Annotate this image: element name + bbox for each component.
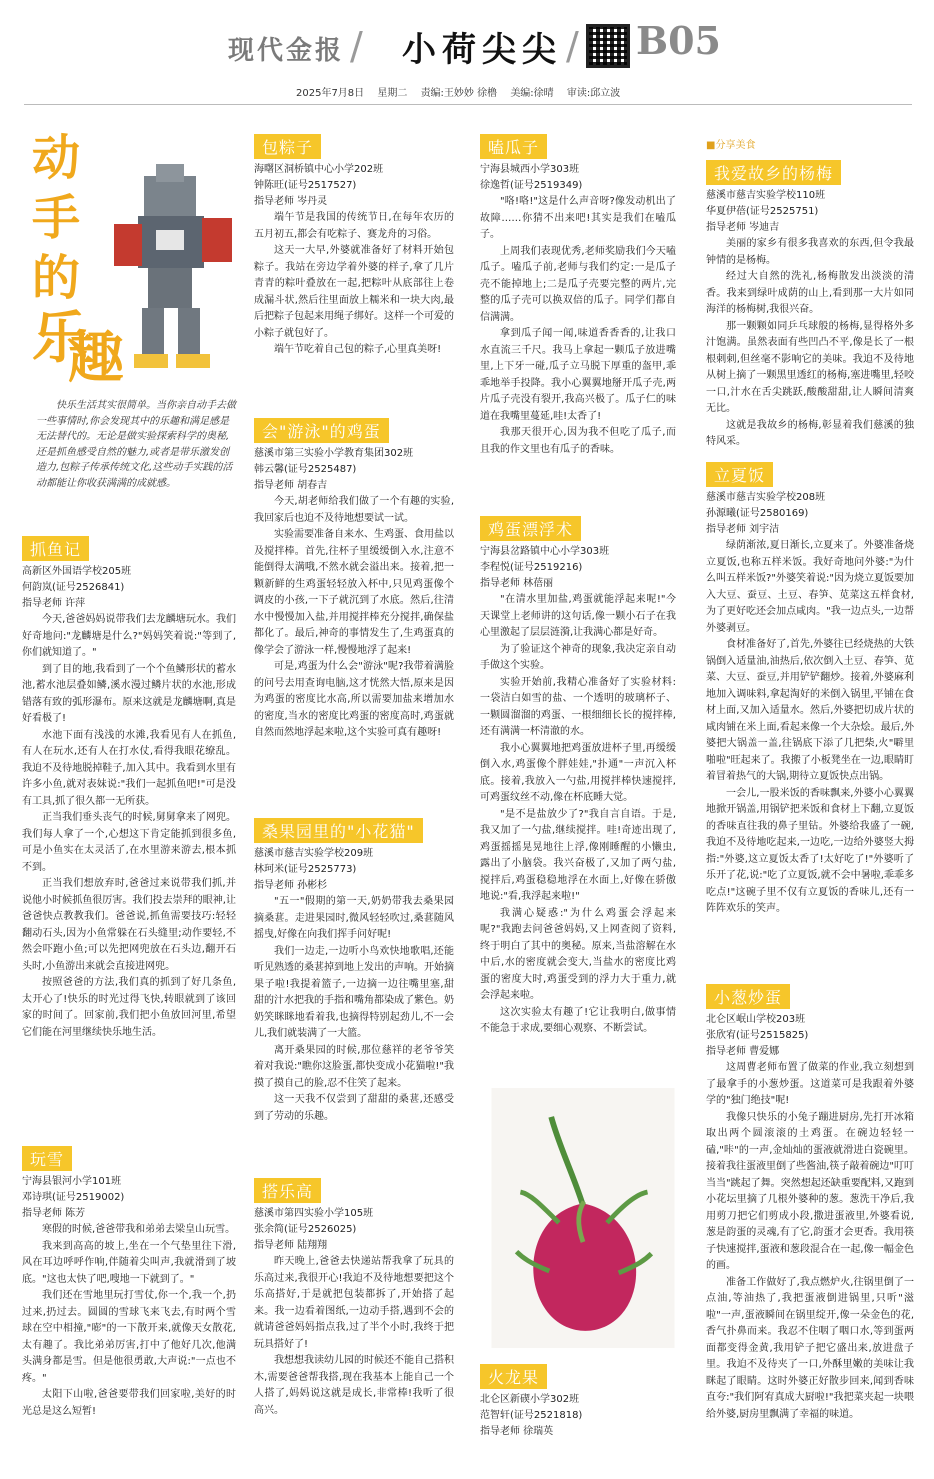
article-paragraph: 我像只快乐的小兔子蹦进厨房,先打开冰箱取出两个圆滚滚的土鸡蛋。在碗边轻轻一磕,"咔"的一声,金灿灿的蛋液就滑进白瓷碗里。接着我往蛋液里倒了些酱油,筷子敲着碗边"叮叮当当"跳起了舞。突然想起还缺重要配料,又跑到小花坛里摘了几根外婆种的葱。葱洗干净后,我用剪刀把它们剪成小段,撒进蛋液里,外婆看说,葱是韵蛋的灵魂,有了它,韵蛋才会更香。我用筷子快速搅拌,蛋液和葱段混合在一起,像一幅金色的画。 (706, 1111, 914, 1271)
article-paragraph: "五一"假期的第一天,奶奶带我去桑果园摘桑葚。走进果园时,微风轻轻吹过,桑葚随风摇曳,好像在向我们挥手问好呢! (254, 896, 454, 940)
article-paragraph: "是不是盐放少了?"我自言自语。于是,我又加了一勺盐,继续搅拌。哇!奇迹出现了,鸡蛋摇摇晃晃地往上浮,像刚睡醒的小懒虫,露出了小脑袋。我兴奋极了,又加了两勺盐,搅拌后,鸡蛋稳稳地浮在水面上,好像在骄傲地说:"看,我浮起来啦!" (480, 808, 676, 902)
newspaper-brand: 现代金报 (228, 36, 345, 66)
page-number: B05 (636, 18, 721, 63)
article-paragraph: 我满心疑惑:"为什么鸡蛋会浮起来呢?"我跑去问爸爸妈妈,又上网查阅了资料,终于明白了其中的奥秘。原来,当盐溶解在水中后,水的密度就会变大,当盐水的密度比鸡蛋的密度大时,鸡蛋受到的浮力大于重力,就会浮起来啦。 (480, 907, 676, 1001)
article-teacher: 指导老师 岑丹灵 (254, 196, 328, 207)
article-teacher: 指导老师 刘宇洁 (706, 524, 780, 535)
article-school: 宁海县岔路镇中心小学303班 (480, 546, 610, 557)
article-paragraph: "咯!咯!"这是什么声音呀?像发动机出了故障……你猜不出来吧!其实是我们在嗑瓜子。 (480, 196, 676, 240)
article-sangguoyuan (254, 818, 454, 1125)
article-paragraph: 到了目的地,我看到了一个个鱼鳞形状的蓄水池,蓄水池层叠如鳞,溪水漫过鳞片状的水池,形成错落有致的弧形瀑布。原来这就是龙麟塘啊,真是好看极了! (22, 663, 236, 724)
article-paragraph: 离开桑果园的时候,那位慈祥的老爷爷笑着对我说:"瞧你这脸蛋,都快变成小花猫啦!"我摸了摸自己的脸,忍不住笑了起来。 (254, 1044, 454, 1089)
article-paragraph: 水池下面有浅浅的水滩,我看见有人在抓鱼,有人在玩水,还有人在打水仗,看得我眼花缭乱。我迫不及待地脱掉鞋子,加入其中。我看到水里有许多小鱼,就对表妹说:"我们一起抓鱼吧!"可是没有工具,抓了很久都一无所获。 (22, 729, 236, 807)
article-paragraph: 今天,胡老师给我们做了一个有趣的实验,我回家后也迫不及待地想要试一试。 (254, 496, 454, 524)
article-paragraph: 食材准备好了,首先,外婆往已经烧热的大铁锅倒入适量油,油热后,依次倒入土豆、春笋、苋菜、大豆、蚕豆,并用铲铲翻炒。接着,外婆麻利地加入调味料,拿起淘好的米倒入锅里,平铺在食材上面,又加入适量水。然后,外婆把切成片状的咸肉铺在米上面,看起来像一个大杂烩。最后,外婆把大锅盖一盖,往锅底下添了几把柴,火"噼里啪啦"旺起来了。我搬了小板凳坐在一边,眼睛盯着冒着热气的大锅,期待立夏饭快点出锅。 (706, 639, 914, 782)
article-yangmei (706, 160, 914, 451)
article-xiaocong-chaodan (706, 984, 914, 1423)
article-jidan-piaofushu (480, 516, 676, 1038)
article-school: 海曙区洞桥镇中心小学202班 (254, 164, 384, 175)
article-paragraph: 拿到瓜子闻一闻,味道香香香的,让我口水直流三千尺。我马上拿起一颗瓜子放进嘴里,上下牙一碰,瓜子立马脱下厚重的盔甲,乖乖地举手投降。我小心翼翼地掰开瓜子壳,两片瓜子壳没有裂开,我高兴极了。瓜子仁的味道在我嘴里蔓延,哇!太香了! (480, 328, 676, 422)
article-title: 我爱故乡的杨梅 (706, 160, 841, 185)
feature-title-char: 手 (32, 190, 81, 246)
article-paragraph: 这周曹老师布置了做菜的作业,我立刻想到了最拿手的小葱炒蛋。这道菜可是我跟着外婆学的"独门绝技"呢! (706, 1062, 914, 1106)
article-paragraph: 今天,爸爸妈妈说带我们去龙麟塘玩水。我们好奇地问:"龙麟塘是什么?"妈妈笑着说:"等到了,你们就知道了。" (22, 614, 236, 658)
article-author: 钟陈旺(证号2517527) (254, 180, 357, 191)
article-paragraph: 可是,鸡蛋为什么会"游泳"呢?我带着满脸的问号去用查询电脑,这才恍然大悟,原来是因为鸡蛋的密度比水高,所以需要加盐来增加水的密度,当水的密度比鸡蛋的密度高时,鸡蛋就自然而然地浮起来啦,这个实验可真有趣呀! (254, 661, 454, 738)
article-teacher: 指导老师 孙彬杉 (254, 880, 328, 891)
article-paragraph: 上周我们表现优秀,老师奖励我们今天嗑瓜子。嗑瓜子前,老师与我们约定:一是瓜子壳不能掉地上;二是瓜子壳要完整的两片,完整的瓜子壳可以换双倍的瓜子。同学们都自信满满。 (480, 245, 676, 323)
column-3 (480, 128, 676, 1458)
article-huolongguo (480, 1364, 676, 1440)
article-paragraph: 实验需要准备自来水、生鸡蛋、食用盐以及搅拌棒。首先,往杯子里缓缓倒入水,注意不能倒得太满哦,不然水就会溢出来。接着,把一颗新鲜的生鸡蛋轻轻放入杯中,只见鸡蛋像个调皮的小孩,一下子就沉到了水底。然后,往清水中慢慢加入盐,并用搅拌棒充分搅拌,确保盐都化了。最后,神奇的事情发生了,生鸡蛋真的像学会了游泳一样,慢慢地浮了起来! (254, 529, 454, 656)
dateline (296, 84, 630, 99)
article-paragraph: 端午节是我国的传统节日,在每年农历的五月初五,都会有吃粽子、赛龙舟的习俗。 (254, 212, 454, 240)
article-paragraph: 寒假的时候,爸爸带我和弟弟去梁皇山玩雪。 (42, 1224, 236, 1235)
article-baozongzi (254, 134, 454, 359)
article-keguazi (480, 134, 676, 458)
article-lixiafan (706, 462, 914, 918)
article-paragraph: 准备工作做好了,我点燃炉火,往锅里倒了一点油,等油热了,我把蛋液倒进锅里,只听"滋啦"一声,蛋液瞬间在锅里绽开,像一朵金色的花,香气扑鼻而来。我忍不住咽了咽口水,等到蛋两面都变得金黄,我用铲子把它盛出来,放进盘子里。我迫不及待夹了一口,外酥里嫩的美味让我眯起了眼睛。这时外婆正好散步回来,闻到香味直夸:"我们阿宥真成大厨啦!"我把菜夹起一块喂给外婆,厨房里飘满了幸福的味道。 (706, 1276, 914, 1420)
article-title: 鸡蛋漂浮术 (480, 516, 581, 541)
designer-credit: 美编:徐晴 (510, 88, 554, 99)
article-author: 范智轩(证号2521818) (480, 1410, 583, 1421)
article-title: 抓鱼记 (22, 536, 89, 561)
article-wanxue (22, 1146, 236, 1420)
article-author: 邓诗琪(证号2519002) (22, 1192, 125, 1203)
article-teacher: 指导老师 胡春吉 (254, 480, 328, 491)
article-paragraph: 昨天晚上,爸爸去快递站帮我拿了玩具的乐高过来,我很开心!我迫不及待地想要把这个乐高搭好,于是就把包装都拆了,开始搭了起来。我一边看着图纸,一边动手搭,遇到不会的就请爸爸妈妈指点我,过了半个小时,我终于把玩具搭好了! (254, 1256, 454, 1350)
article-paragraph: "在清水里加盐,鸡蛋就能浮起来呢!"今天课堂上老师讲的这句话,像一颗小石子在我心里激起了层层涟漪,让我满心都是好奇。 (480, 594, 676, 638)
article-author: 华夏伊蓓(证号2525751) (706, 206, 819, 217)
feature-title-char: 乐 (32, 305, 88, 371)
article-author: 韩云馨(证号2525487) (254, 464, 357, 475)
article-teacher: 指导老师 许萍 (22, 598, 86, 609)
article-title: 小葱炒蛋 (706, 984, 790, 1009)
article-author: 李程悦(证号2519216) (480, 562, 583, 573)
article-paragraph: 这就是我故乡的杨梅,彰显着我们慈溪的独特风采。 (706, 419, 914, 447)
article-author: 林珂米(证号2525773) (254, 864, 357, 875)
dragon-fruit-drawing (488, 1088, 678, 1348)
issue-weekday: 星期二 (377, 88, 408, 99)
article-paragraph: 美丽的家乡有很多我喜欢的东西,但令我最钟情的是杨梅。 (706, 238, 914, 266)
article-title: 包粽子 (254, 134, 321, 159)
feature-intro: 快乐生活其实很简单。当你亲自动手去做一些事情时,你会发现其中的乐趣和满足感是无法替代的。无论是做实验探索科学的奥秘,还是抓鱼感受自然的魅力,或者是带乐激发创造力,包粽子传承传统文化,这些动手实践的活动都能让你收获满满的成就感。 (36, 400, 236, 489)
article-school: 宁海县城西小学303班 (480, 164, 580, 175)
article-paragraph: 实验开始前,我精心准备好了实验材料:一袋洁白如雪的盐、一个透明的玻璃杯子、一颗圆溜溜的鸡蛋、一根细细长长的搅拌棒,还有满满一杯清澈的水。 (480, 676, 676, 737)
article-paragraph: 这一天我不仅尝到了甜甜的桑葚,还感受到了劳动的乐趣。 (254, 1094, 454, 1122)
article-paragraph: 那一颗颗如同乒乓球般的杨梅,显得格外多汁饱满。虽然表面有些凹凸不平,像是长了一根根刺刺,但丝毫不影响它的美味。我迫不及待地从树上摘了一颗黑里透红的杨梅,塞进嘴里,轻咬一口,汁水在舌尖跳跃,酸酸甜甜,让人瞬间清爽无比。 (706, 320, 914, 414)
article-title: 嗑瓜子 (480, 134, 547, 159)
article-paragraph: 正当我们垂头丧气的时候,舅舅拿来了网兜。我们每人拿了一个,心想这下肯定能抓到很多鱼,可是小鱼实在太灵活了,在水里游来游去,根本抓不到。 (22, 812, 236, 873)
proof-credit: 审读:邱立波 (566, 88, 621, 99)
article-title: 立夏饭 (706, 462, 773, 487)
article-daleGao (254, 1178, 454, 1419)
article-author: 张欣宥(证号2515825) (706, 1030, 809, 1041)
article-paragraph: 我那天很开心,因为我不但吃了瓜子,而且我的作文里也有瓜子的香味。 (480, 427, 676, 455)
feature-title-char: 趣 (68, 325, 124, 391)
article-paragraph: 我们还在雪地里玩打雪仗,你一个,我一个,扔过来,扔过去。圆圆的雪球飞来飞去,有时两个雪球在空中相撞,"嘭"的一下散开来,就像天女散花,太有趣了。我比弟弟厉害,打中了他好几次,他满头满身都是雪。但是他很勇敢,大声说:"一点也不疼。" (22, 1290, 236, 1384)
article-teacher: 指导老师 陈芳 (22, 1208, 86, 1219)
column-4 (706, 128, 914, 1458)
article-author: 何韵岚(证号2526841) (22, 582, 125, 593)
article-paragraph: 我们一边走,一边听小鸟欢快地歌唱,还能听见熟透的桑葚掉到地上发出的声响。开始摘果子啦!我提着篮子,一边摘一边往嘴里塞,甜甜的汁水把我的手指和嘴角都染成了紫色。奶奶笑眯眯地看着我,也摘得特别起劲儿,不一会儿,我们就装满了一大篮。 (254, 945, 454, 1039)
article-teacher: 指导老师 林蓓丽 (480, 578, 554, 589)
article-paragraph: 经过大自然的洗礼,杨梅散发出淡淡的清香。我来到绿叶成荫的山上,看到那一大片如同海洋的杨梅树,我很兴奋。 (706, 271, 914, 315)
article-paragraph: 太阳下山啦,爸爸要带我们回家啦,美好的时光总是这么短暂! (22, 1389, 236, 1417)
article-paragraph: 我来到高高的坡上,坐在一个气垫里往下滑,风在耳边呼呼作响,伴随着尖叫声,我就滑到了坡底。"这也太快了吧,嗖地一下就到了。" (22, 1240, 236, 1285)
masthead (0, 0, 934, 99)
article-paragraph: 绿荫渐浓,夏日渐长,立夏来了。外婆准备烧立夏饭,也称五样米饭。我好奇地问外婆:"为什么叫五样米饭?"外婆笑着说:"因为烧立夏饭要加入大豆、蚕豆、土豆、春笋、苋菜这五样食材,为了更好吃还会加点咸肉。"我一边点头,一边帮外婆剥豆。 (706, 540, 914, 634)
article-author: 张余简(证号2526025) (254, 1224, 357, 1235)
article-title: 火龙果 (480, 1364, 547, 1389)
divider-slash: / (350, 24, 363, 68)
article-author: 孙源曦(证号2580169) (706, 508, 809, 519)
feature-title (32, 128, 124, 391)
article-title: 玩雪 (22, 1146, 72, 1171)
article-paragraph: 一会儿,一股米饭的香味飘来,外婆小心翼翼地掀开锅盖,用锅铲把米饭和食材上下翻,立夏饭的香味直往我的鼻子里钻。外婆给我盛了一碗,我迫不及待地吃起来,一边吃,一边给外婆竖大拇指:"外婆,这立夏饭太香了!太好吃了!"外婆听了乐开了花,说:"吃了立夏饭,就不会中暑啦,乖乖多吃点!"这碗子里不仅有立夏饭的香味儿,还有一阵阵欢乐的笑声。 (706, 787, 914, 914)
share-food-label: ■分享美食 (706, 140, 756, 151)
article-school: 慈溪市慈吉实验学校208班 (706, 492, 826, 503)
article-school: 慈溪市慈吉实验学校209班 (254, 848, 374, 859)
article-title: 会"游泳"的鸡蛋 (254, 418, 389, 443)
article-paragraph: 我小心翼翼地把鸡蛋放进杯子里,再缓缓倒入水,鸡蛋像个胖娃娃,"扑通"一声沉入杯底。接着,我放入一勺盐,用搅拌棒快速搅拌,可鸡蛋纹丝不动,像在杯底睡大觉。 (480, 742, 676, 803)
article-paragraph: 按照爸爸的方法,我们真的抓到了好几条鱼,太开心了!快乐的时光过得飞快,转眼就到了该回家的时间了。回家前,我们把小鱼放回河里,希望它们能在河里继续快乐地生活。 (22, 977, 236, 1038)
article-paragraph: 我想想我读幼儿园的时候还不能自己搭积木,需要爸爸帮我搭,现在我基本上能自己一个人搭了,妈妈说这就是成长,非常棒!我听了很高兴。 (254, 1355, 454, 1416)
issue-date: 2025年7月8日 (296, 88, 365, 99)
article-paragraph: 这天一大早,外婆就准备好了材料开始包粽子。我站在旁边学着外婆的样子,拿了几片青青的粽叶叠放在一起,把粽叶从底部往上卷成漏斗状,然后往里面放上糯米和一块大肉,最后把粽子包起来用绳子绑好。这样一个可爱的小粽子就包好了。 (254, 245, 454, 339)
article-school: 宁海县银河小学101班 (22, 1176, 122, 1187)
article-teacher: 指导老师 岑迪吉 (706, 222, 780, 233)
article-teacher: 指导老师 陆翔翔 (254, 1240, 328, 1251)
column-2 (254, 128, 454, 1458)
column-1 (22, 128, 236, 1458)
article-paragraph: 正当我们想放弃时,爸爸过来说带我们抓,并说他小时候抓鱼很厉害。我们投去崇拜的眼神,让爸爸快点教教我们。爸爸说,抓鱼需要技巧:轻轻翻动石头,因为小鱼常躲在石头缝里;动作要轻,不然会吓跑小鱼;可以先把网兜放在石头边,翻开石头时,小鱼游出来就会直接进网兜。 (22, 878, 236, 972)
robot-illustration (108, 158, 236, 398)
article-title: 搭乐高 (254, 1178, 321, 1203)
article-school: 慈溪市慈吉实验学校110班 (706, 190, 826, 201)
article-zhuayu (22, 536, 236, 1041)
article-paragraph: 这次实验太有趣了!它让我明白,做事情不能急于求成,要细心观察、不断尝试。 (480, 1006, 676, 1034)
feature-title-char: 动 (32, 130, 81, 186)
feature-title-char: 的 (32, 250, 81, 306)
masthead-rule (24, 104, 912, 105)
article-school: 北仑区岷山学校203班 (706, 1014, 806, 1025)
article-paragraph: 为了验证这个神奇的现象,我决定亲自动手做这个实验。 (480, 643, 676, 671)
qr-code-icon[interactable] (586, 24, 630, 68)
article-teacher: 指导老师 曹爱娜 (706, 1046, 780, 1057)
divider-slash: / (566, 24, 579, 68)
article-school: 慈溪市第三实验小学教育集团302班 (254, 448, 414, 459)
article-youyong-jidan (254, 418, 454, 742)
section-title: 小荷尖尖 (402, 30, 562, 70)
article-teacher: 指导老师 徐瑞英 (480, 1426, 554, 1437)
article-school: 高新区外国语学校205班 (22, 566, 132, 577)
editor-credit: 责编:王妙妙 徐橹 (420, 88, 498, 99)
article-title: 桑果园里的"小花猫" (254, 818, 423, 843)
article-author: 徐逸哲(证号2519349) (480, 180, 583, 191)
article-paragraph: 端午节吃着自己包的粽子,心里真美呀! (274, 344, 442, 355)
article-school: 慈溪市第四实验小学105班 (254, 1208, 374, 1219)
article-school: 北仑区新碶小学302班 (480, 1394, 580, 1405)
